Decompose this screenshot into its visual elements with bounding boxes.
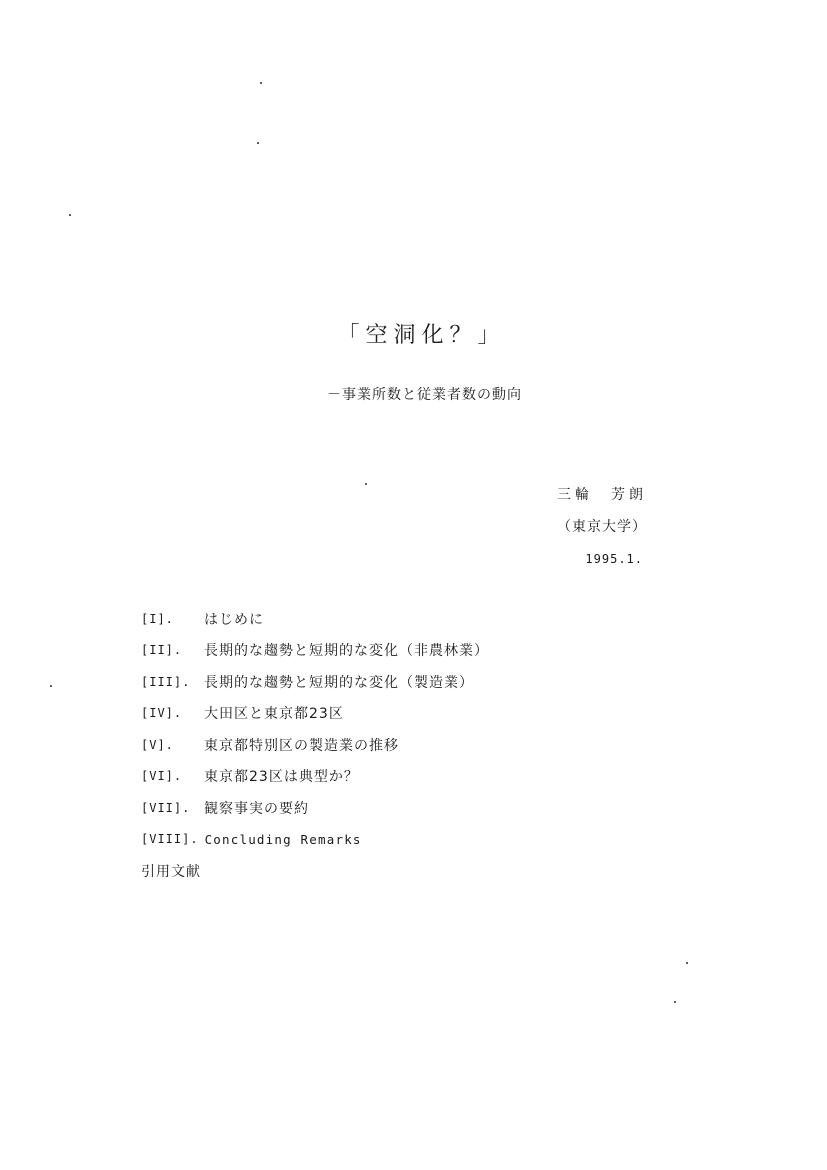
toc-section-title: Concluding Remarks <box>204 831 362 847</box>
author-name: 三輪 芳朗 <box>557 487 647 503</box>
toc-section-title: 大田区と東京都23区 <box>204 706 344 723</box>
toc-item-3 <box>141 666 741 698</box>
toc-section-title: 観察事実の要約 <box>204 800 309 817</box>
document-date: 1995.1. <box>585 552 643 566</box>
toc-section-title: はじめに <box>204 611 264 628</box>
toc-section-number: [V]. <box>141 737 174 752</box>
scan-speck <box>365 483 367 485</box>
scan-speck <box>260 82 262 84</box>
document-subtitle: －事業所数と従業者数の動向 <box>327 387 522 403</box>
scan-speck <box>69 214 71 216</box>
toc-section-number: [III]. <box>141 674 191 689</box>
toc-section-title: 長期的な趨勢と短期的な変化（製造業） <box>204 674 474 691</box>
table-of-contents <box>141 603 741 887</box>
toc-references: 引用文献 <box>141 863 201 880</box>
toc-section-title: 東京都特別区の製造業の推移 <box>204 737 399 754</box>
author-affiliation: （東京大学） <box>557 519 647 535</box>
toc-item-8 <box>141 824 741 856</box>
document-title: 「空洞化？」 <box>337 323 506 348</box>
toc-section-number: [VI]. <box>141 769 183 784</box>
toc-item-1 <box>141 603 741 635</box>
scan-speck <box>686 962 688 964</box>
toc-item-4 <box>141 698 741 730</box>
scan-speck <box>674 1001 676 1003</box>
toc-section-title: 長期的な趨勢と短期的な変化（非農林業） <box>204 643 489 660</box>
scan-speck <box>257 142 259 144</box>
toc-section-number: [I]. <box>141 611 174 626</box>
toc-item-7 <box>141 792 741 824</box>
toc-section-number: [VII]. <box>141 800 191 815</box>
toc-section-number: [II]. <box>141 643 183 658</box>
toc-item-6 <box>141 761 741 793</box>
toc-item-5 <box>141 729 741 761</box>
author-block <box>557 479 647 575</box>
toc-item-2 <box>141 635 741 667</box>
scan-speck <box>50 685 52 687</box>
toc-section-title: 東京都23区は典型か？ <box>204 769 359 786</box>
toc-section-number: [IV]. <box>141 706 183 721</box>
toc-section-number: [VIII]. <box>141 832 199 847</box>
